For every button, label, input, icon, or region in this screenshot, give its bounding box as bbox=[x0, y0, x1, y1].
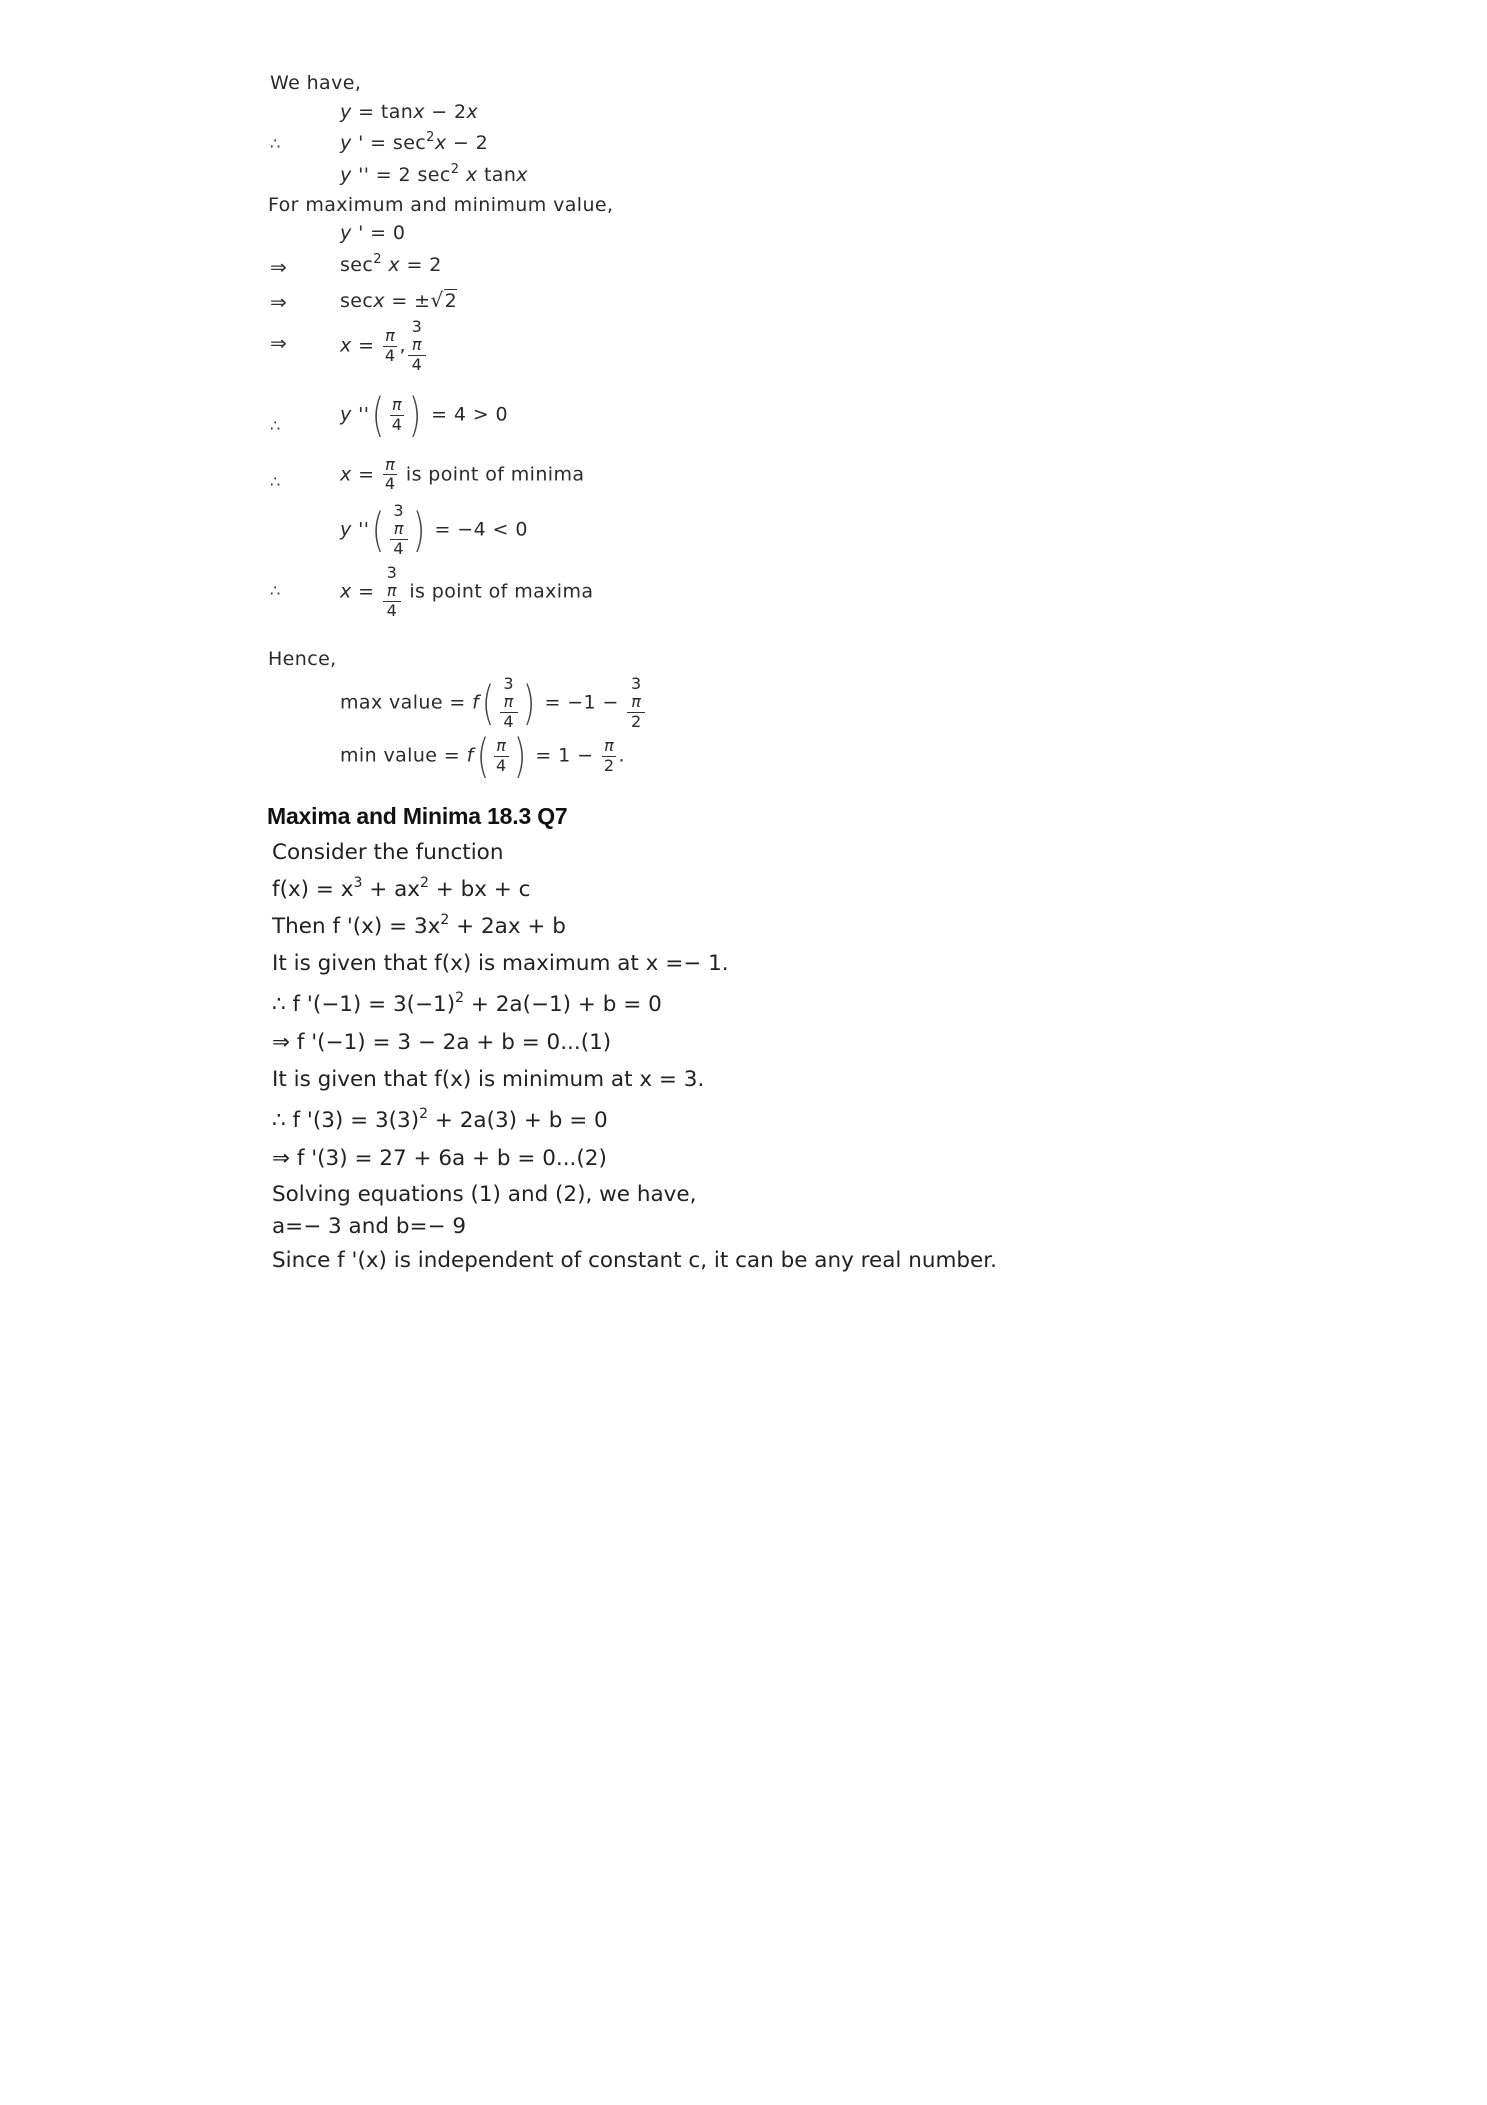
solution-line: Solving equations (1) and (2), we have, bbox=[272, 1182, 697, 1207]
therefore-symbol: ∴ bbox=[270, 416, 281, 435]
equation-y-prime: y ' = $\sec^2x - 2$ bbox=[340, 129, 489, 154]
solution-line: ∴ f '$(-1) = 3(-1)^2 + 2a(-1) + b = 0$ bbox=[272, 989, 662, 1017]
for-max-min-text: For maximum and minimum value, bbox=[268, 194, 614, 216]
equation-sec-squared: $\sec^2 x = 2$ bbox=[340, 251, 442, 276]
hence-text: Hence, bbox=[268, 648, 337, 670]
max-value-equation: max value = f( 3 π 4 ) = −1 − 3 π 2 bbox=[340, 675, 647, 731]
equation-point-of-maxima: x = 3 π 4 is point of maxima bbox=[340, 563, 594, 620]
min-value-equation: min value = f( $\frac{\pi}{4}$ ) = 1 − $\frac{\pi}{2}$ . bbox=[340, 729, 625, 783]
equation-sec: secx = ±√2 bbox=[340, 288, 458, 312]
solution-line: Then f '$(x) = 3x^2 + 2ax + b$ bbox=[272, 911, 566, 939]
solution-line: ⇒ f '(3) = 27 + 6a + b = 0...(2) bbox=[272, 1146, 607, 1171]
implies-symbol: ⇒ bbox=[270, 290, 287, 314]
equation-y2-at-pi-4: y ''( $\frac{\pi}{4}$ ) = 4 > 0 bbox=[340, 388, 509, 442]
equation-x-values: x = $\frac{\pi}{4}$ , 3 π 4 bbox=[340, 318, 428, 374]
implies-symbol: ⇒ bbox=[270, 331, 287, 355]
solution-line: Consider the function bbox=[272, 840, 504, 865]
therefore-symbol: ∴ bbox=[270, 134, 281, 153]
solution-line: Since f '(x) is independent of constant c, it can be any real number. bbox=[272, 1248, 997, 1273]
solution-line: $f(x) = x^3 + ax^2$ + bx + c bbox=[272, 874, 531, 902]
therefore-symbol: ∴ bbox=[270, 472, 281, 491]
equation-point-of-minima: x = $\frac{\pi}{4}$ is point of minima bbox=[340, 455, 585, 494]
equation-y-double-prime: y '' = 2 $\sec^2 x$ tanx bbox=[340, 161, 528, 186]
equation-y2-at-3pi-4: y ''( 3 π 4 ) = −4 < 0 bbox=[340, 501, 528, 558]
equation-y-prime-zero: y ' = 0 bbox=[340, 222, 406, 244]
solution-line: a=− 3 and b=− 9 bbox=[272, 1214, 467, 1239]
section-heading: Maxima and Minima 18.3 Q7 bbox=[267, 803, 568, 829]
implies-symbol: ⇒ bbox=[270, 255, 287, 279]
therefore-symbol: ∴ bbox=[270, 581, 281, 600]
solution-line: ⇒ f '(−1) = 3 − 2a + b = 0...(1) bbox=[272, 1030, 612, 1055]
solution-line: It is given that f(x) is minimum at x = 3. bbox=[272, 1067, 705, 1092]
solution-line: ∴ f '$(3) = 3(3)^2 + 2a(3) + b = 0$ bbox=[272, 1105, 608, 1133]
intro-text: We have, bbox=[270, 72, 362, 94]
equation-y: y = tanx − 2x bbox=[340, 101, 479, 123]
solution-line: It is given that f(x) is maximum at x =− 1. bbox=[272, 951, 729, 976]
